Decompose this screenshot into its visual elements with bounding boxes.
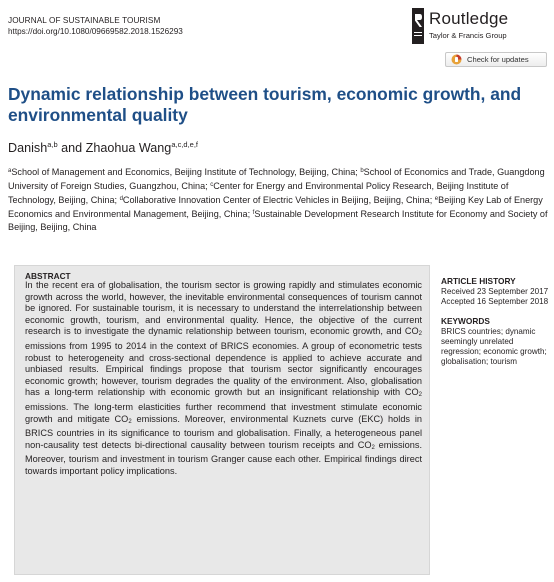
publisher-group: Taylor & Francis Group	[429, 31, 507, 40]
publisher-name: Routledge	[429, 9, 509, 28]
keywords-list: BRICS countries; dynamic seemingly unrelated regression; economic growth; globalisation; tourism	[441, 326, 547, 367]
abstract-heading: ABSTRACT	[25, 271, 71, 281]
subscript: 2	[418, 331, 422, 338]
author-affiliation-key: a,c,d,e,f	[171, 140, 198, 149]
author-affiliation-key: a,b	[47, 140, 58, 149]
abstract-segment: emissions. Moreover, tourism and investment in tourism Granger cause each other. Empirical findings direct towards important policy implications.	[25, 439, 422, 476]
received-date: Received 23 September 2017	[441, 287, 549, 296]
affiliation-text: School of Economics and Trade, Guangdong University of Foreign Studies, Guangzhou, China;	[8, 167, 545, 191]
check-for-updates-label: Check for updates	[467, 55, 529, 64]
abstract-segment: emissions. The long-term elasticities further recommend that investment stimulate economic growth and mitigate CO	[25, 401, 422, 424]
affiliation-key: f	[252, 209, 255, 216]
affiliation-text: Beijing Key Lab of Energy Economics and Environmental Management, Beijing, China;	[8, 194, 543, 219]
journal-name: JOURNAL OF SUSTAINABLE TOURISM	[8, 16, 161, 25]
abstract-segment: emissions from 1995 to 2014 in the context of BRICS economies. A group of econometric tests robust to heterogeneity and cross-sectional dependence is applied to achieve accurate and unbiased results. Empirical findings propose that tourism sector significantly encourages economic growth; however, tourism degrades the quality of the environment. Also, globalisation has a long-term relationship with economic growth but an insignificant relationship with CO	[25, 340, 422, 398]
author-name[interactable]: Danish	[8, 141, 48, 155]
abstract-text	[25, 280, 422, 478]
subscript: 2	[371, 444, 375, 451]
abstract-segment: In the recent era of globalisation, the tourism sector is growing rapidly and stimulates economic growth across the world, however, the inevitable environmental consequences of tourism cannot be ignored. For sustainable tourism, it is necessary to understand the interrelationship between economic growth, tourism, and environmental quality. Hence, the objective of the current research is to investigate the dynamic relationship between tourism, economic growth, and CO	[25, 280, 422, 337]
article-title: Dynamic relationship between tourism, economic growth, and environmental quality	[8, 84, 522, 125]
affiliation-key: e	[434, 195, 439, 202]
affiliations	[8, 165, 549, 234]
check-for-updates-button[interactable]	[445, 52, 547, 67]
author-name[interactable]: Zhaohua Wang	[85, 141, 172, 155]
routledge-logo-icon	[412, 8, 424, 44]
accepted-date: Accepted 16 September 2018	[441, 297, 549, 307]
affiliation-text: School of Management and Economics, Beijing Institute of Technology, Beijing, China;	[11, 167, 361, 177]
affiliation-key: a	[8, 168, 12, 174]
abstract-segment: emissions. Moreover, environmental Kuznets curve (EKC) holds in BRICS countries in its significance to tourism and globalisation. Finally, a heterogeneous panel non-causality test detects bi-directional causality between tourism receipts and CO	[25, 413, 422, 450]
abstract-box	[14, 265, 430, 575]
affiliation-key: d	[119, 195, 123, 202]
subscript: 2	[128, 418, 132, 425]
article-sidebar	[441, 276, 553, 368]
affiliation-key: c	[210, 181, 214, 188]
publisher-logo	[412, 6, 548, 44]
keywords-heading: KEYWORDS	[441, 315, 490, 326]
article-history-heading: ARTICLE HISTORY	[441, 276, 516, 286]
crossmark-icon	[451, 54, 462, 65]
author-joiner: and	[57, 141, 86, 155]
affiliation-text: Center for Energy and Environmental Policy Research, Beijing Institute of Technology, Beijing, China;	[8, 180, 509, 205]
doi-link[interactable]: https://doi.org/10.1080/09669582.2018.1526293	[8, 27, 183, 36]
author-list	[8, 140, 198, 155]
affiliation-text: Sustainable Development Research Institute for Economy and Society of Beijing, Beijing, China	[8, 208, 548, 232]
affiliation-key: b	[360, 168, 364, 174]
affiliation-text: Collaborative Innovation Center of Electric Vehicles in Beijing, Beijing, China;	[122, 194, 435, 205]
subscript: 2	[418, 392, 422, 399]
